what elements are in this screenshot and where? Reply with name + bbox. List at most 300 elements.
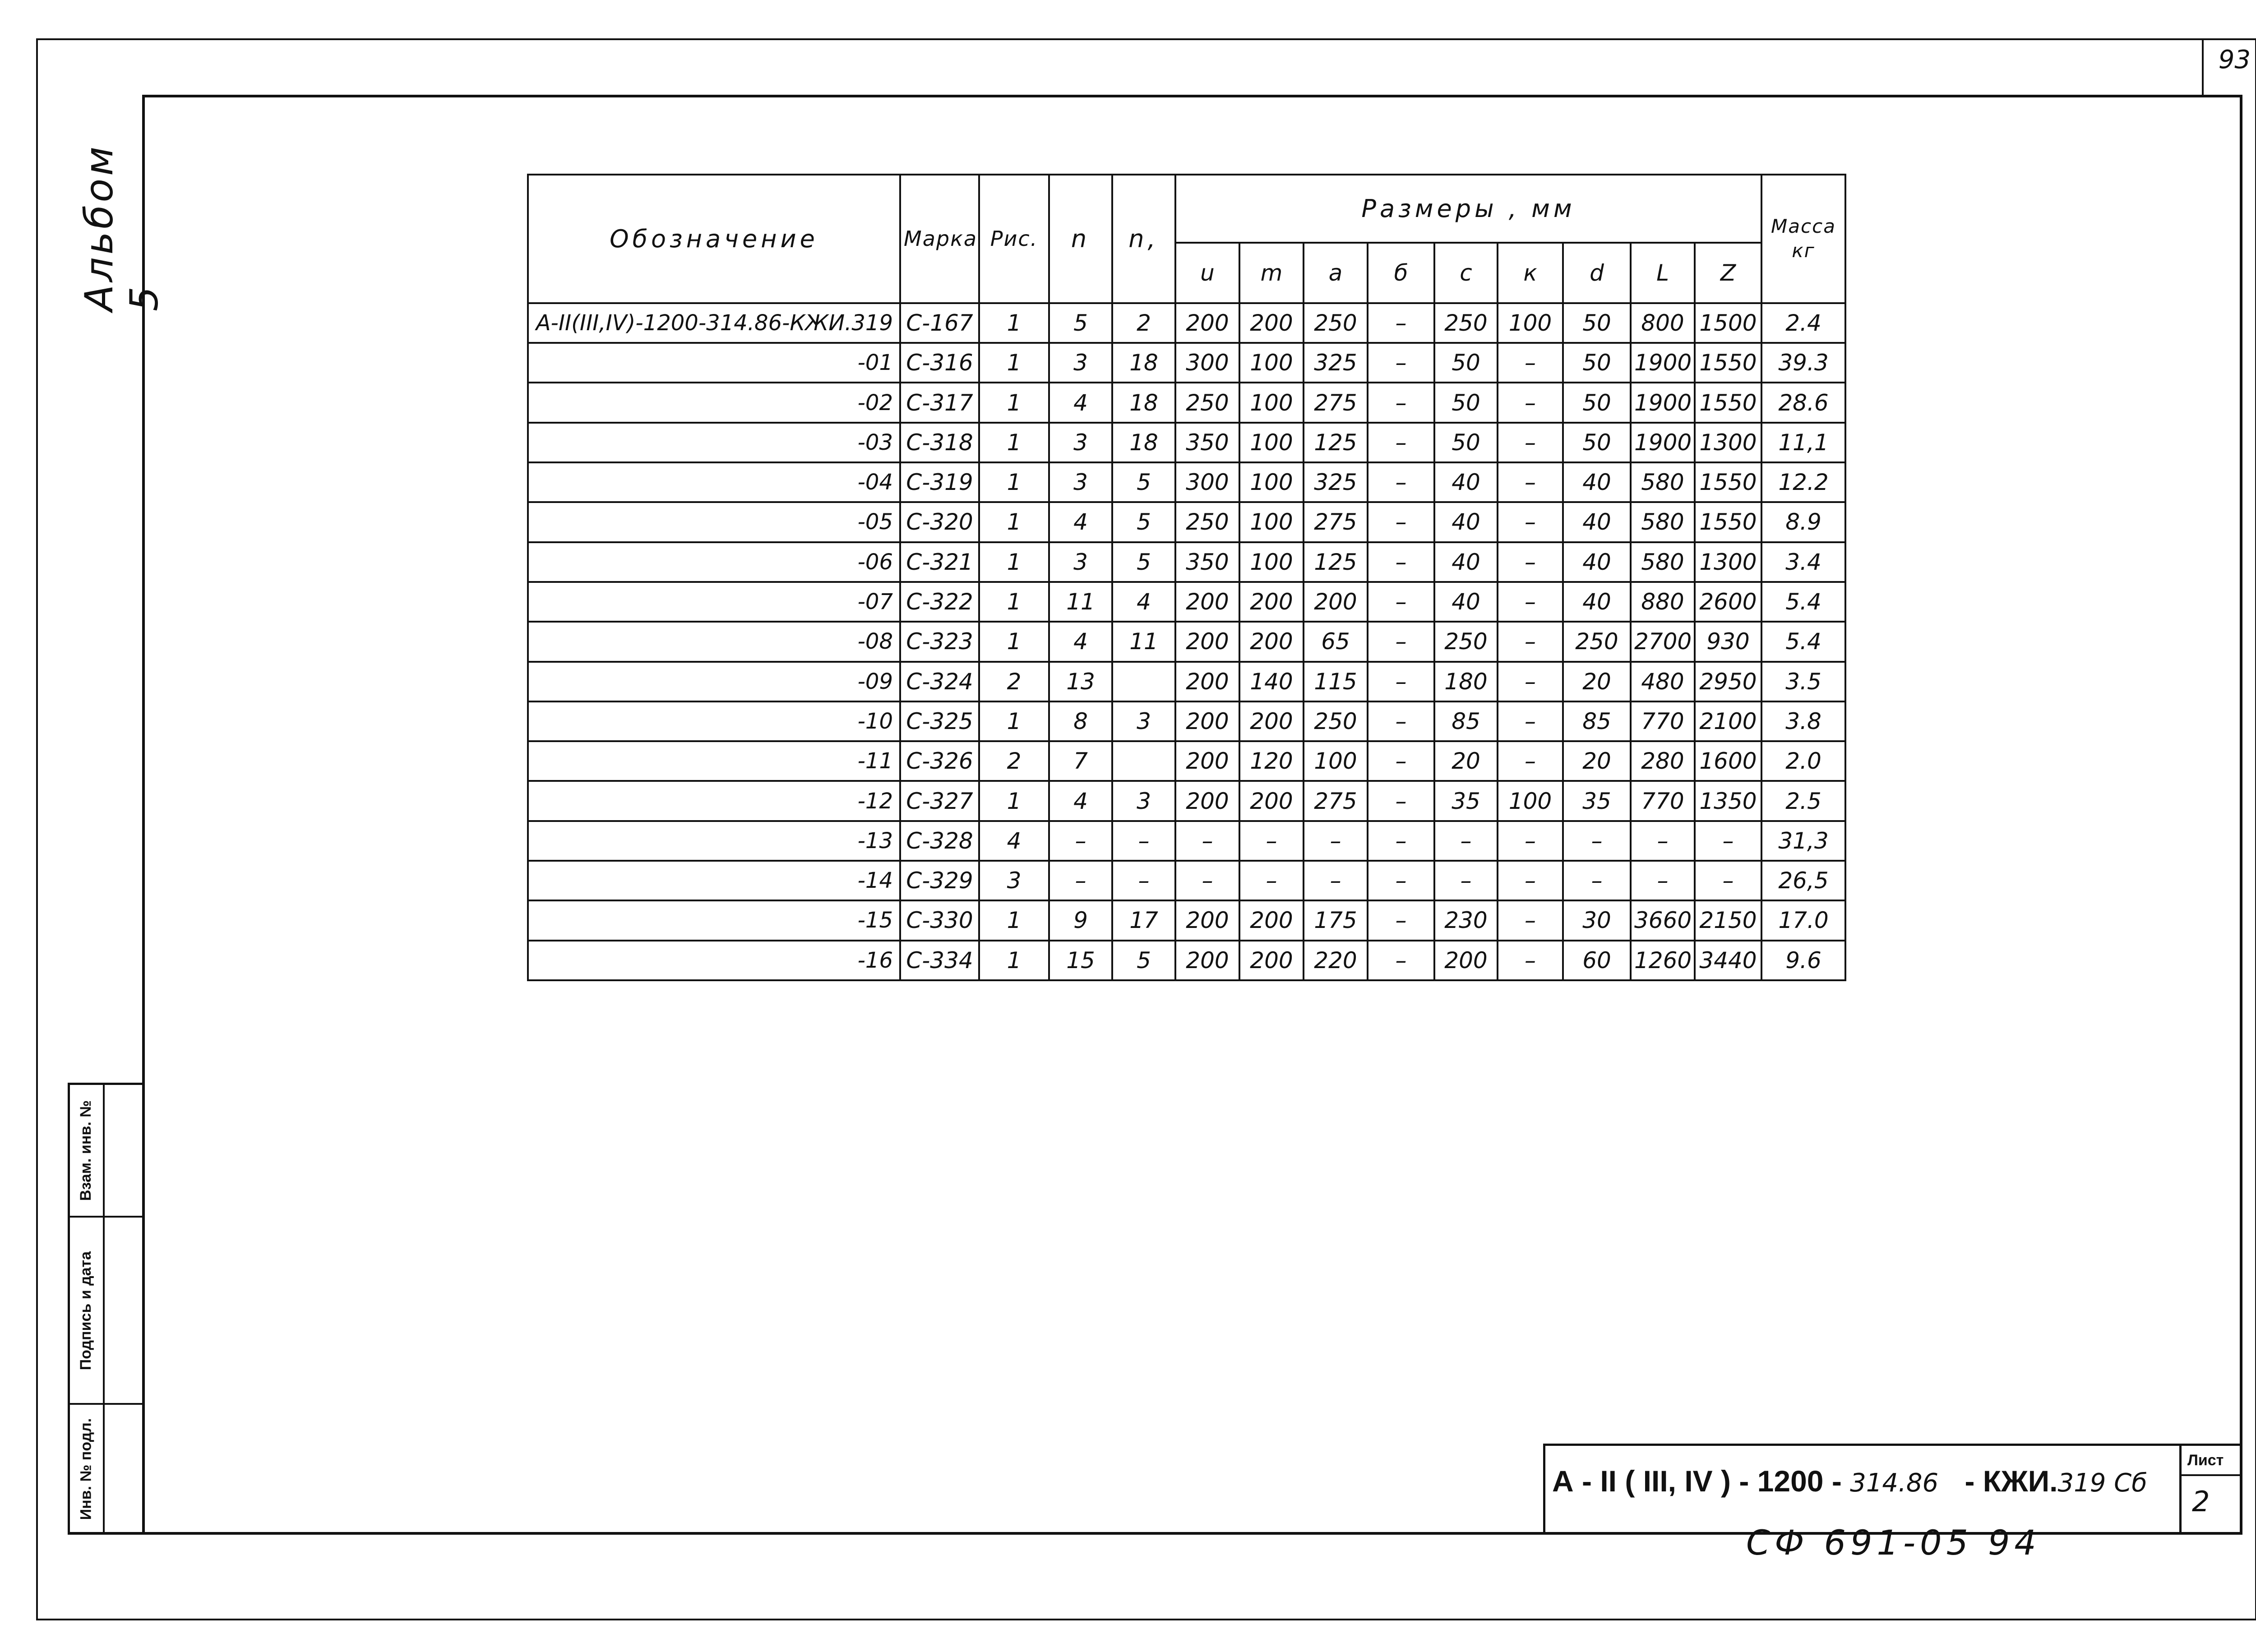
table-cell: С-330 (900, 900, 979, 940)
table-cell: 770 (1631, 701, 1695, 741)
table-cell: 2700 (1631, 622, 1695, 661)
table-cell: – (1498, 701, 1563, 741)
stamp-inv-orig: Инв. № подл. (77, 1418, 95, 1520)
table-cell: 7 (1049, 741, 1112, 781)
table-cell: 20 (1434, 741, 1498, 781)
table-cell: 3.4 (1761, 542, 1845, 582)
table-cell: – (1368, 462, 1434, 502)
table-cell: 40 (1563, 542, 1631, 582)
album-label: Альбом 5 (77, 143, 167, 311)
table-cell: 100 (1304, 741, 1368, 781)
table-cell: 1 (979, 542, 1049, 582)
table-cell: 2 (979, 741, 1049, 781)
table-cell: 1300 (1695, 542, 1761, 582)
table-cell: 35 (1563, 781, 1631, 821)
table-cell: 3440 (1695, 941, 1761, 980)
table-cell: 1 (979, 582, 1049, 622)
table-cell: 11 (1112, 622, 1175, 661)
title-block-left (1543, 1444, 1545, 1534)
header-a: a (1304, 243, 1368, 303)
table-cell (1112, 741, 1175, 781)
table-row (528, 781, 1845, 821)
title-block-sheet-label-line (2179, 1474, 2240, 1476)
table-cell: 200 (1175, 941, 1239, 980)
table-cell: С-324 (900, 662, 979, 701)
title-block-top (1543, 1444, 2240, 1446)
table-cell: 250 (1434, 303, 1498, 343)
table-cell: 3.8 (1761, 701, 1845, 741)
table-cell: 125 (1304, 542, 1368, 582)
table-cell: 18 (1112, 423, 1175, 462)
table-cell: 580 (1631, 502, 1695, 542)
table-row (528, 423, 1845, 462)
table-cell: 1900 (1631, 343, 1695, 383)
table-row (528, 462, 1845, 502)
table-cell: – (1368, 582, 1434, 622)
table-cell: 9.6 (1761, 941, 1845, 980)
table-cell: 5 (1049, 303, 1112, 343)
header-designation: Обозначение (528, 175, 900, 303)
table-cell: 4 (1049, 622, 1112, 661)
header-n1: n, (1112, 175, 1175, 303)
table-cell: 125 (1304, 423, 1368, 462)
table-cell: 1 (979, 622, 1049, 661)
table-cell: 17 (1112, 900, 1175, 940)
table-cell: 200 (1239, 622, 1304, 661)
header-d: d (1563, 243, 1631, 303)
table-cell: 1 (979, 462, 1049, 502)
table-cell: 35 (1434, 781, 1498, 821)
table-cell: 200 (1239, 900, 1304, 940)
header-n: n (1049, 175, 1112, 303)
table-cell: 20 (1563, 741, 1631, 781)
table-row (528, 542, 1845, 582)
table-header-row (528, 175, 1845, 243)
specification-table (527, 174, 1846, 981)
cell-designation: -11 (528, 741, 900, 781)
header-k: к (1498, 243, 1563, 303)
table-cell: 3 (1049, 462, 1112, 502)
cell-designation: -16 (528, 941, 900, 980)
table-cell: 3660 (1631, 900, 1695, 940)
table-cell: – (1175, 821, 1239, 861)
table-cell: 1 (979, 900, 1049, 940)
table-cell: 40 (1563, 502, 1631, 542)
table-cell: 2.0 (1761, 741, 1845, 781)
table-cell: 350 (1175, 423, 1239, 462)
header-b: б (1368, 243, 1434, 303)
cell-designation: -07 (528, 582, 900, 622)
table-cell: 1300 (1695, 423, 1761, 462)
table-cell: 1260 (1631, 941, 1695, 980)
cell-designation: -08 (528, 622, 900, 661)
table-cell: 250 (1563, 622, 1631, 661)
table-cell: – (1368, 502, 1434, 542)
bottom-note: СФ 691-05 94 (1746, 1523, 2041, 1563)
table-cell: 200 (1175, 781, 1239, 821)
table-cell: 5 (1112, 502, 1175, 542)
table-cell: 1 (979, 383, 1049, 422)
table-cell: 200 (1175, 622, 1239, 661)
table-cell: 480 (1631, 662, 1695, 701)
table-cell: 1 (979, 423, 1049, 462)
table-cell: 100 (1239, 462, 1304, 502)
table-cell: 120 (1239, 741, 1304, 781)
outer-frame-top (36, 38, 2256, 40)
table-cell: 18 (1112, 383, 1175, 422)
table-cell: 770 (1631, 781, 1695, 821)
table-cell: 200 (1175, 582, 1239, 622)
table-cell: – (1368, 343, 1434, 383)
table-cell: 50 (1434, 343, 1498, 383)
table-cell: 1 (979, 701, 1049, 741)
table-cell: 200 (1239, 303, 1304, 343)
header-c: c (1434, 243, 1498, 303)
table-cell: 2100 (1695, 701, 1761, 741)
table-cell: 100 (1498, 303, 1563, 343)
header-m: m (1239, 243, 1304, 303)
table-cell: 200 (1175, 303, 1239, 343)
cell-designation: -09 (528, 662, 900, 701)
cell-designation: -02 (528, 383, 900, 422)
table-cell: – (1368, 383, 1434, 422)
table-cell: – (1368, 542, 1434, 582)
cell-designation: -01 (528, 343, 900, 383)
table-cell: 100 (1498, 781, 1563, 821)
table-cell: 1550 (1695, 462, 1761, 502)
table-cell: – (1368, 861, 1434, 900)
stamp-sign-date: Подпись и дата (77, 1251, 95, 1370)
table-cell: 18 (1112, 343, 1175, 383)
table-cell: 26,5 (1761, 861, 1845, 900)
table-cell: С-329 (900, 861, 979, 900)
table-cell: 250 (1304, 701, 1368, 741)
table-row (528, 622, 1845, 661)
table-cell: 200 (1175, 900, 1239, 940)
table-cell: 275 (1304, 502, 1368, 542)
cell-designation: -03 (528, 423, 900, 462)
table-row (528, 861, 1845, 900)
table-cell: 8.9 (1761, 502, 1845, 542)
table-cell: 250 (1304, 303, 1368, 343)
table-cell: – (1563, 861, 1631, 900)
table-row (528, 582, 1845, 622)
cell-designation: -10 (528, 701, 900, 741)
table-cell: 100 (1239, 423, 1304, 462)
table-cell: 200 (1239, 701, 1304, 741)
table-cell: – (1498, 622, 1563, 661)
table-cell: 2.4 (1761, 303, 1845, 343)
table-cell: 800 (1631, 303, 1695, 343)
table-cell: 275 (1304, 781, 1368, 821)
title-block-sheet-divider (2179, 1444, 2182, 1534)
table-cell: 5 (1112, 462, 1175, 502)
table-cell: 100 (1239, 383, 1304, 422)
cell-designation: А-II(III,IV)-1200-314.86-КЖИ.319 (528, 303, 900, 343)
table-cell: С-319 (900, 462, 979, 502)
table-cell: 40 (1563, 582, 1631, 622)
table-cell: С-328 (900, 821, 979, 861)
header-mass: Масса кг (1761, 175, 1845, 303)
table-cell: 200 (1239, 781, 1304, 821)
table-cell: 60 (1563, 941, 1631, 980)
outer-frame-left (36, 38, 38, 1620)
table-cell: – (1695, 821, 1761, 861)
table-cell: С-320 (900, 502, 979, 542)
table-cell: С-318 (900, 423, 979, 462)
table-cell: – (1239, 821, 1304, 861)
table-cell: 50 (1434, 383, 1498, 422)
table-cell: 180 (1434, 662, 1498, 701)
table-cell: 28.6 (1761, 383, 1845, 422)
table-cell: 40 (1563, 462, 1631, 502)
inner-frame-right (2240, 95, 2242, 1534)
table-cell: – (1368, 303, 1434, 343)
table-cell: 1350 (1695, 781, 1761, 821)
table-cell: 3 (979, 861, 1049, 900)
table-cell: 1600 (1695, 741, 1761, 781)
page-number: 93 (2218, 45, 2251, 74)
table-cell: – (1498, 900, 1563, 940)
document-code: А - II ( III, IV ) - 1200 - 314.86 - КЖИ.319 Сб (1552, 1464, 2147, 1498)
table-row (528, 941, 1845, 980)
stamp-swap-inv: Взам. инв. № (77, 1100, 95, 1201)
table-cell: 1 (979, 781, 1049, 821)
header-L: L (1631, 243, 1695, 303)
table-cell: – (1049, 821, 1112, 861)
table-cell: 8 (1049, 701, 1112, 741)
table-cell: – (1498, 582, 1563, 622)
table-cell: 175 (1304, 900, 1368, 940)
table-cell: 2950 (1695, 662, 1761, 701)
table-row (528, 383, 1845, 422)
table-cell: 85 (1434, 701, 1498, 741)
table-cell: 3 (1049, 542, 1112, 582)
stamp-div-1 (68, 1216, 144, 1218)
table-cell: 200 (1175, 741, 1239, 781)
table-cell: – (1498, 502, 1563, 542)
table-cell: 2.5 (1761, 781, 1845, 821)
table-cell: – (1631, 861, 1695, 900)
table-cell: 1550 (1695, 383, 1761, 422)
table-row (528, 343, 1845, 383)
table-cell: 200 (1434, 941, 1498, 980)
header-mark: Марка (900, 175, 979, 303)
table-cell: – (1498, 423, 1563, 462)
cell-designation: -12 (528, 781, 900, 821)
table-cell: 1500 (1695, 303, 1761, 343)
table-cell: 4 (1112, 582, 1175, 622)
table-cell: – (1434, 861, 1498, 900)
table-cell: С-317 (900, 383, 979, 422)
table-cell: 15 (1049, 941, 1112, 980)
table-cell: С-322 (900, 582, 979, 622)
table-cell: 20 (1563, 662, 1631, 701)
table-cell: 100 (1239, 343, 1304, 383)
table-cell: 200 (1239, 582, 1304, 622)
table-cell: 9 (1049, 900, 1112, 940)
table-cell: 11 (1049, 582, 1112, 622)
sheet-number: 2 (2192, 1485, 2210, 1518)
cell-designation: -14 (528, 861, 900, 900)
table-cell: – (1368, 741, 1434, 781)
header-sizes: Размеры , мм (1175, 175, 1761, 243)
table-cell: 200 (1304, 582, 1368, 622)
table-cell: 50 (1563, 303, 1631, 343)
table-cell: – (1368, 900, 1434, 940)
table-cell: – (1049, 861, 1112, 900)
table-cell: 250 (1434, 622, 1498, 661)
table-cell: 280 (1631, 741, 1695, 781)
table-cell: 50 (1563, 343, 1631, 383)
table-cell: – (1175, 861, 1239, 900)
table-cell: 350 (1175, 542, 1239, 582)
table-cell: 140 (1239, 662, 1304, 701)
table-cell: 200 (1175, 662, 1239, 701)
cell-designation: -06 (528, 542, 900, 582)
table-cell: 17.0 (1761, 900, 1845, 940)
table-cell: 5.4 (1761, 582, 1845, 622)
table-cell: – (1368, 821, 1434, 861)
table-cell: – (1368, 941, 1434, 980)
table-cell: – (1368, 423, 1434, 462)
table-cell: 40 (1434, 582, 1498, 622)
table-cell: – (1498, 383, 1563, 422)
table-cell: 5.4 (1761, 622, 1845, 661)
table-row (528, 741, 1845, 781)
table-cell: 275 (1304, 383, 1368, 422)
table-cell: 115 (1304, 662, 1368, 701)
table-cell: – (1498, 861, 1563, 900)
table-cell: С-334 (900, 941, 979, 980)
table-cell: 1 (979, 941, 1049, 980)
table-cell: – (1239, 861, 1304, 900)
table-cell: – (1563, 821, 1631, 861)
table-cell: 50 (1563, 383, 1631, 422)
table-cell: 200 (1175, 701, 1239, 741)
table-cell: 100 (1239, 542, 1304, 582)
table-cell: 220 (1304, 941, 1368, 980)
table-cell: 31,3 (1761, 821, 1845, 861)
table-row (528, 662, 1845, 701)
table-cell: 930 (1695, 622, 1761, 661)
table-row (528, 821, 1845, 861)
table-cell: 30 (1563, 900, 1631, 940)
table-cell: 39.3 (1761, 343, 1845, 383)
sheet-label: Лист (2187, 1452, 2224, 1469)
table-cell: С-323 (900, 622, 979, 661)
table-cell: – (1304, 821, 1368, 861)
table-cell: – (1498, 662, 1563, 701)
table-cell: 3.5 (1761, 662, 1845, 701)
table-cell: 200 (1239, 941, 1304, 980)
table-cell: – (1434, 821, 1498, 861)
inner-frame-top (142, 95, 2242, 97)
table-cell: 40 (1434, 502, 1498, 542)
table-cell: 250 (1175, 502, 1239, 542)
table-cell: 13 (1049, 662, 1112, 701)
table-cell: С-326 (900, 741, 979, 781)
table-cell: 4 (1049, 383, 1112, 422)
table-cell: 580 (1631, 462, 1695, 502)
header-fig: Рис. (979, 175, 1049, 303)
outer-frame-bottom (36, 1619, 2256, 1620)
table-cell: 3 (1049, 423, 1112, 462)
table-row (528, 502, 1845, 542)
header-u: u (1175, 243, 1239, 303)
table-cell: 85 (1563, 701, 1631, 741)
table-cell: – (1498, 462, 1563, 502)
table-cell: – (1368, 622, 1434, 661)
table-body (528, 303, 1845, 980)
table-cell: 2 (1112, 303, 1175, 343)
table-cell: – (1498, 343, 1563, 383)
table-cell: – (1498, 542, 1563, 582)
table-cell: 5 (1112, 542, 1175, 582)
table-cell: 4 (1049, 502, 1112, 542)
table-cell: С-321 (900, 542, 979, 582)
table-cell: – (1112, 821, 1175, 861)
table-cell: – (1368, 662, 1434, 701)
table-cell: – (1368, 781, 1434, 821)
page-number-box-left (2202, 38, 2204, 96)
header-Z: Z (1695, 243, 1761, 303)
stamp-col-divider (103, 1083, 105, 1534)
table-cell: 12.2 (1761, 462, 1845, 502)
table-cell: 3 (1049, 343, 1112, 383)
table-cell: 300 (1175, 343, 1239, 383)
table-cell: 100 (1239, 502, 1304, 542)
table-cell: 65 (1304, 622, 1368, 661)
cell-designation: -15 (528, 900, 900, 940)
table-cell: 40 (1434, 542, 1498, 582)
table-cell: 50 (1434, 423, 1498, 462)
table-cell (1112, 662, 1175, 701)
table-cell: 1900 (1631, 383, 1695, 422)
table-cell: 1550 (1695, 502, 1761, 542)
table-cell: С-325 (900, 701, 979, 741)
table-cell: 1 (979, 502, 1049, 542)
table-cell: – (1498, 821, 1563, 861)
table-cell: 580 (1631, 542, 1695, 582)
table-cell: – (1498, 741, 1563, 781)
table-cell: 2600 (1695, 582, 1761, 622)
table-cell: – (1368, 701, 1434, 741)
cell-designation: -04 (528, 462, 900, 502)
table-cell: 1 (979, 303, 1049, 343)
table-cell: – (1498, 941, 1563, 980)
table-cell: 300 (1175, 462, 1239, 502)
table-cell: 4 (1049, 781, 1112, 821)
table-cell: 5 (1112, 941, 1175, 980)
table-cell: 11,1 (1761, 423, 1845, 462)
table-cell: С-316 (900, 343, 979, 383)
table-cell: – (1112, 861, 1175, 900)
table-cell: 1900 (1631, 423, 1695, 462)
table-cell: С-327 (900, 781, 979, 821)
table-cell: 325 (1304, 343, 1368, 383)
table-cell: 2150 (1695, 900, 1761, 940)
table-cell: 2 (979, 662, 1049, 701)
cell-designation: -13 (528, 821, 900, 861)
table-cell: – (1304, 861, 1368, 900)
table-row (528, 701, 1845, 741)
table-cell: С-167 (900, 303, 979, 343)
table-cell: 4 (979, 821, 1049, 861)
table-cell: – (1631, 821, 1695, 861)
table-cell: 230 (1434, 900, 1498, 940)
table-row (528, 303, 1845, 343)
